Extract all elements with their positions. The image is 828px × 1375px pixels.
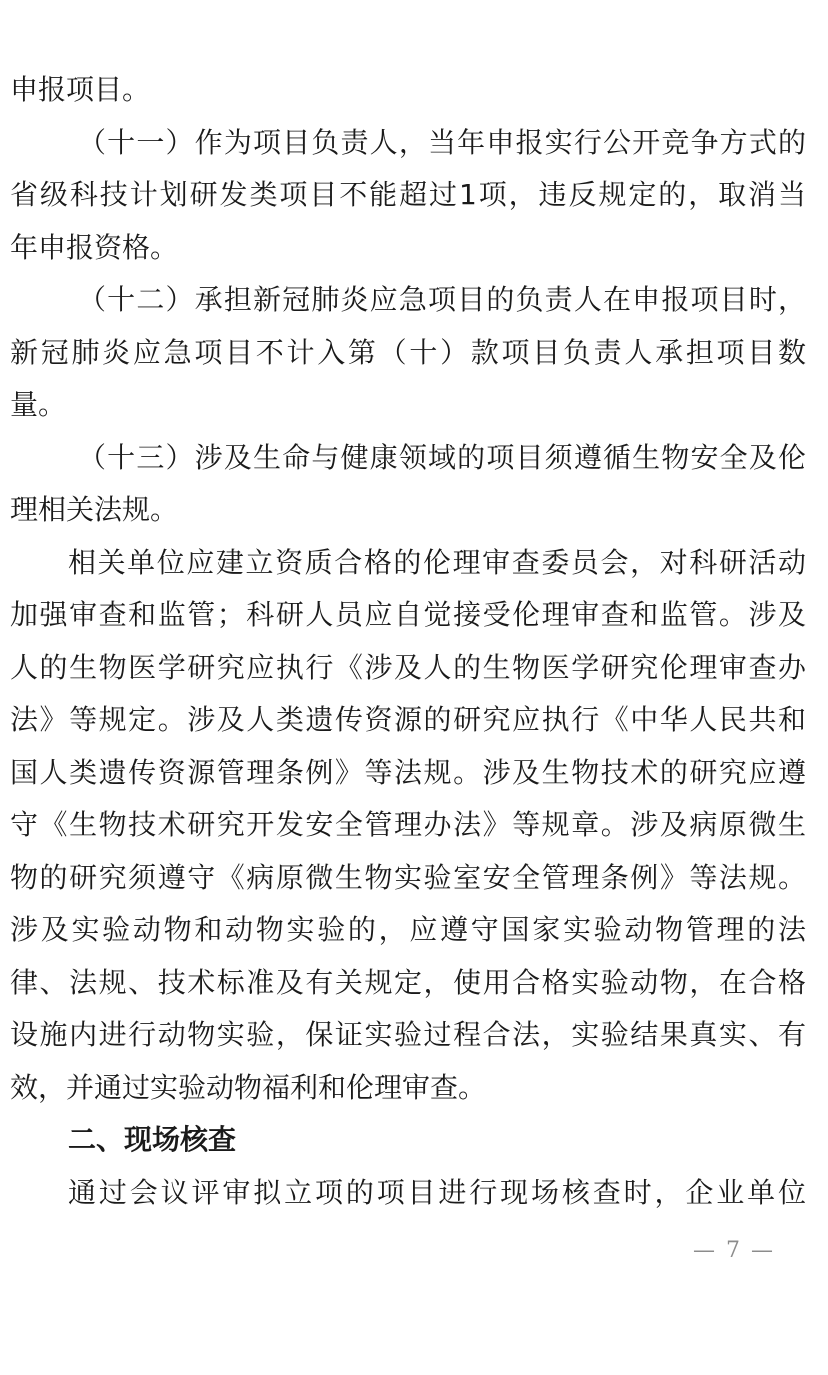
section-heading: 二、现场核查 [68,1123,237,1156]
text-line: （十二）承担新冠肺炎应急项目的负责人在申报项目时， [78,283,806,316]
text-line: 涉及实验动物和动物实验的，应遵守国家实验动物管理的法 [10,913,806,946]
text-line: 人的生物医学研究应执行《涉及人的生物医学研究伦理审查办 [10,650,806,684]
page-number: — 7 — [693,1238,775,1263]
text-line: 理相关法规。 [10,493,179,526]
text-line: 通过会议评审拟立项的项目进行现场核查时，企业单位 [68,1175,806,1209]
text-line: （十一）作为项目负责人，当年申报实行公开竞争方式的 [78,125,806,159]
body-text [10,64,806,1219]
text-line: 新冠肺炎应急项目不计入第（十）款项目负责人承担项目数 [10,335,806,369]
text-line: 效，并通过实验动物福利和伦理审查。 [10,1070,487,1104]
text-line: 相关单位应建立资质合格的伦理审查委员会，对科研活动 [68,545,806,579]
text-line: 量。 [10,388,67,421]
text-line: 物的研究须遵守《病原微生物实验室安全管理条例》等法规。 [10,860,806,894]
text-line: 设施内进行动物实验，保证实验过程合法，实验结果真实、有 [10,1018,806,1051]
text-line: 加强审查和监管；科研人员应自觉接受伦理审查和监管。涉及 [10,598,806,631]
text-line: 年申报资格。 [10,230,179,264]
text-line: 国人类遗传资源管理条例》等法规。涉及生物技术的研究应遵 [10,755,806,789]
text-line: 守《生物技术研究开发安全管理办法》等规章。涉及病原微生 [10,808,806,841]
text-line: （十三）涉及生命与健康领域的项目须遵循生物安全及伦 [78,440,806,474]
text-line: 申报项目。 [10,73,151,106]
text-line: 省级科技计划研发类项目不能超过1项，违反规定的，取消当 [10,178,806,211]
text-line: 法》等规定。涉及人类遗传资源的研究应执行《中华人民共和 [10,703,806,736]
text-line: 律、法规、技术标准及有关规定，使用合格实验动物，在合格 [10,965,806,999]
